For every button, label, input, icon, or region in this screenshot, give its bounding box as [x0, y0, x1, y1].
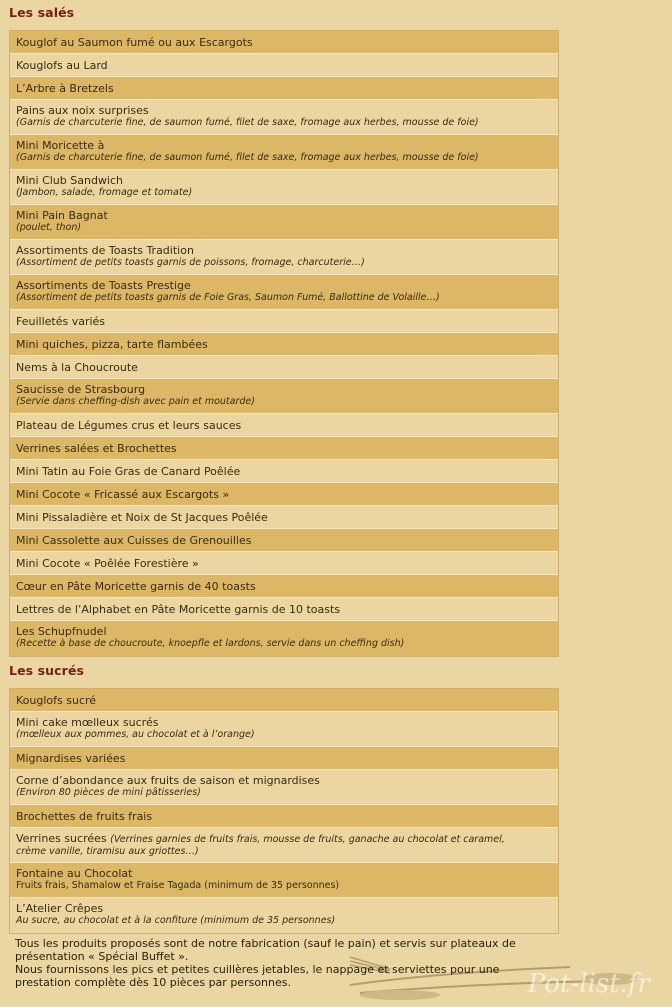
item-description: Au sucre, au chocolat et à la confiture (minimum de 35 personnes) — [16, 915, 336, 926]
sucres-menu-list — [9, 688, 559, 934]
footer-note — [15, 937, 555, 989]
note-line-1: Tous les produits proposés sont de notre fabrication (sauf le pain) et servis sur plateaux de présentation « Spécial Buffet ». — [15, 937, 516, 963]
list-item — [10, 898, 558, 933]
item-name: Mini Cassolette aux Cuisses de Grenouilles — [16, 534, 252, 547]
list-item — [10, 275, 558, 310]
item-description: (mœlleux aux pommes, au chocolat et à l’orange) — [16, 729, 255, 740]
item-description: (Garnis de charcuterie fine, de saumon fumé, filet de saxe, fromage aux herbes, mousse de foie) — [16, 152, 479, 163]
item-name: Mini cake mœlleux sucrés — [16, 716, 159, 729]
list-item — [10, 437, 558, 460]
item-name: Mini Cocote « Fricassé aux Escargots » — [16, 488, 230, 501]
item-name: Lettres de l’Alphabet en Pâte Moricette garnis de 10 toasts — [16, 603, 341, 616]
item-name: Kouglofs au Lard — [16, 59, 108, 72]
item-name: Mini Cocote « Poêlée Forestière » — [16, 557, 199, 570]
list-item — [10, 310, 558, 333]
note-line-2: Nous fournissons les pics et petites cuillères jetables, le nappage et serviettes pour une prestation complète dès 10 pièces par personnes. — [15, 963, 500, 989]
section-title-sales: Les salés — [9, 5, 75, 20]
item-name: Feuilletés variés — [16, 315, 106, 328]
item-name: Pains aux noix surprises — [16, 104, 149, 117]
item-name: Mini Tatin au Foie Gras de Canard Poêlée — [16, 465, 241, 478]
item-name: Mini Pain Bagnat — [16, 209, 108, 222]
list-item — [10, 31, 558, 54]
list-item — [10, 135, 558, 170]
item-description: Fruits frais, Shamalow et Fraise Tagada (minimum de 35 personnes) — [16, 880, 340, 891]
item-name: Assortiments de Toasts Tradition — [16, 244, 194, 257]
item-name: Verrines salées et Brochettes — [16, 442, 177, 455]
list-item — [10, 240, 558, 275]
item-name: Cœur en Pâte Moricette garnis de 40 toasts — [16, 580, 256, 593]
list-item — [10, 863, 558, 898]
item-name: Corne d’abondance aux fruits de saison et mignardises — [16, 774, 320, 787]
list-item — [10, 805, 558, 828]
item-description: (Verrines garnies de fruits frais, mousse de fruits, ganache au chocolat et caramel, — [110, 834, 505, 845]
item-name: Mini Moricette à — [16, 139, 105, 152]
list-item — [10, 552, 558, 575]
list-item — [10, 333, 558, 356]
item-name: Mini Club Sandwich — [16, 174, 124, 187]
item-name: Nems à la Choucroute — [16, 361, 138, 374]
list-item — [10, 712, 558, 747]
watermark-logo: Pot-list.fr — [527, 969, 650, 999]
item-name: Saucisse de Strasbourg — [16, 383, 146, 396]
item-description-continued: crème vanille, tiramisu aux griottes…) — [16, 846, 199, 857]
item-name: Brochettes de fruits frais — [16, 810, 153, 823]
list-item — [10, 770, 558, 805]
list-item — [10, 379, 558, 414]
list-item — [10, 689, 558, 712]
list-item — [10, 747, 558, 770]
list-item — [10, 460, 558, 483]
list-item — [10, 483, 558, 506]
list-item — [10, 529, 558, 552]
item-name: Kouglof au Saumon fumé ou aux Escargots — [16, 36, 253, 49]
section-title-sucres: Les sucrés — [9, 663, 85, 678]
list-item — [10, 205, 558, 240]
item-name: Les Schupfnudel — [16, 625, 107, 638]
list-item — [10, 828, 558, 863]
item-name: L’Atelier Crêpes — [16, 902, 104, 915]
list-item — [10, 100, 558, 135]
item-description: (Garnis de charcuterie fine, de saumon fumé, filet de saxe, fromage aux herbes, mousse de foie) — [16, 117, 479, 128]
item-description: (Assortiment de petits toasts garnis de poissons, fromage, charcuterie…) — [16, 257, 365, 268]
list-item — [10, 598, 558, 621]
item-name: Plateau de Légumes crus et leurs sauces — [16, 419, 242, 432]
list-item — [10, 170, 558, 205]
item-name: Mini Pissaladière et Noix de St Jacques Poêlée — [16, 511, 268, 524]
item-description: (Environ 80 pièces de mini pâtisseries) — [16, 787, 201, 798]
item-description: (Assortiment de petits toasts garnis de Foie Gras, Saumon Fumé, Ballottine de Volaille…) — [16, 292, 440, 303]
item-name: Verrines sucrées — [16, 832, 107, 845]
item-name: Mignardises variées — [16, 752, 126, 765]
list-item — [10, 621, 558, 656]
item-description: (Jambon, salade, fromage et tomate) — [16, 187, 193, 198]
item-name: Assortiments de Toasts Prestige — [16, 279, 191, 292]
item-name: Mini quiches, pizza, tarte flambées — [16, 338, 208, 351]
item-name: Fontaine au Chocolat — [16, 867, 133, 880]
item-description: (poulet, thon) — [16, 222, 82, 233]
list-item — [10, 356, 558, 379]
list-item — [10, 506, 558, 529]
list-item — [10, 575, 558, 598]
item-name: Kouglofs sucré — [16, 694, 97, 707]
sales-menu-list — [9, 30, 559, 657]
list-item — [10, 414, 558, 437]
list-item — [10, 54, 558, 77]
item-description: (Servie dans cheffing-dish avec pain et moutarde) — [16, 396, 255, 407]
item-name: L’Arbre à Bretzels — [16, 82, 114, 95]
list-item — [10, 77, 558, 100]
item-description: (Recette à base de choucroute, knoepfle et lardons, servie dans un cheffing dish) — [16, 638, 405, 649]
